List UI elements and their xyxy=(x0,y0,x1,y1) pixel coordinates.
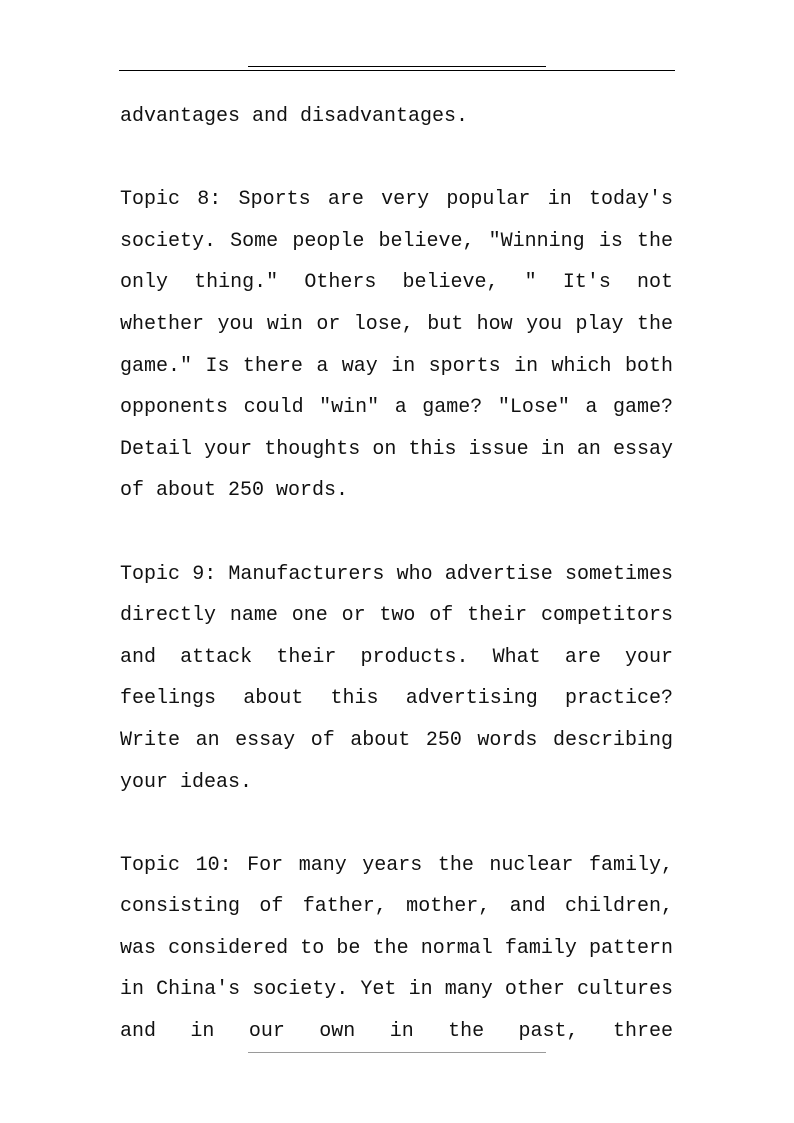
header-underline-mark xyxy=(248,66,546,67)
paragraph-topic-10: Topic 10: For many years the nuclear family, consisting of father, mother, and children, was considered to be the normal family pattern in China's society. Yet in many other cultures and in our own in the past, three xyxy=(120,853,673,1044)
header-rule xyxy=(119,70,675,71)
paragraph-topic-9: Topic 9: Manufacturers who advertise sometimes directly name one or two of their competitors and attack their products. What are your feelings about this advertising practice? Write an essay of about 250 words describing your ideas. xyxy=(120,562,673,794)
footer-rule xyxy=(248,1052,546,1053)
page-body xyxy=(120,96,673,1053)
paragraph-topic-8: Topic 8: Sports are very popular in today's society. Some people believe, "Winning is the only thing." Others believe, " It's not whether you win or lose, but how you play the game." Is there a way in sports in which both opponents could "win" a game? "Lose" a game? Detail your thoughts on this issue in an essay of about 250 words. xyxy=(120,188,673,503)
paragraph-continuation: advantages and disadvantages. xyxy=(120,105,469,128)
